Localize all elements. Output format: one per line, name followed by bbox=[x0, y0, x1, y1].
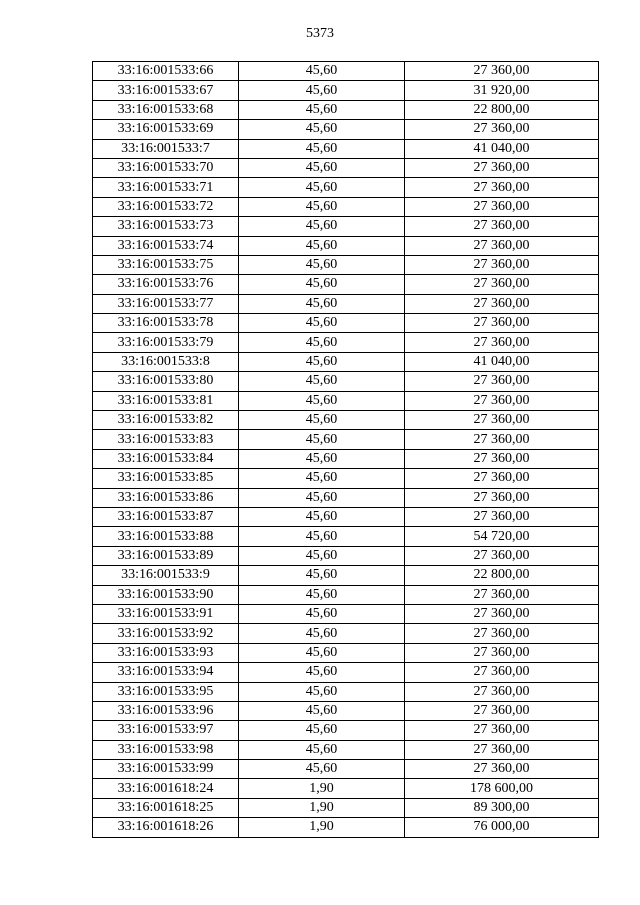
table-body bbox=[93, 62, 599, 838]
value-cell: 27 360,00 bbox=[405, 178, 599, 197]
table-row bbox=[93, 178, 599, 197]
area-cell: 45,60 bbox=[239, 721, 405, 740]
value-cell: 27 360,00 bbox=[405, 217, 599, 236]
cadastral-number-cell: 33:16:001533:71 bbox=[93, 178, 239, 197]
value-cell: 27 360,00 bbox=[405, 585, 599, 604]
table-row bbox=[93, 197, 599, 216]
table-row bbox=[93, 217, 599, 236]
value-cell: 22 800,00 bbox=[405, 100, 599, 119]
table-row bbox=[93, 527, 599, 546]
cadastral-number-cell: 33:16:001533:95 bbox=[93, 682, 239, 701]
area-cell: 45,60 bbox=[239, 158, 405, 177]
value-cell: 27 360,00 bbox=[405, 760, 599, 779]
area-cell: 1,90 bbox=[239, 779, 405, 798]
table-row bbox=[93, 740, 599, 759]
table-row bbox=[93, 120, 599, 139]
value-cell: 27 360,00 bbox=[405, 643, 599, 662]
cadastral-number-cell: 33:16:001533:93 bbox=[93, 643, 239, 662]
value-cell: 27 360,00 bbox=[405, 701, 599, 720]
area-cell: 45,60 bbox=[239, 469, 405, 488]
cadastral-number-cell: 33:16:001533:97 bbox=[93, 721, 239, 740]
area-cell: 45,60 bbox=[239, 255, 405, 274]
cadastral-number-cell: 33:16:001533:83 bbox=[93, 430, 239, 449]
area-cell: 45,60 bbox=[239, 333, 405, 352]
table-row bbox=[93, 430, 599, 449]
cadastral-number-cell: 33:16:001533:86 bbox=[93, 488, 239, 507]
value-cell: 31 920,00 bbox=[405, 81, 599, 100]
area-cell: 45,60 bbox=[239, 62, 405, 81]
table-row bbox=[93, 372, 599, 391]
table-row bbox=[93, 62, 599, 81]
table-row bbox=[93, 624, 599, 643]
area-cell: 45,60 bbox=[239, 449, 405, 468]
cadastral-number-cell: 33:16:001533:94 bbox=[93, 663, 239, 682]
cadastral-number-cell: 33:16:001533:72 bbox=[93, 197, 239, 216]
area-cell: 45,60 bbox=[239, 663, 405, 682]
value-cell: 27 360,00 bbox=[405, 507, 599, 526]
table-row bbox=[93, 255, 599, 274]
cadastral-number-cell: 33:16:001533:87 bbox=[93, 507, 239, 526]
table-row bbox=[93, 81, 599, 100]
cadastral-number-cell: 33:16:001533:92 bbox=[93, 624, 239, 643]
table-row bbox=[93, 643, 599, 662]
area-cell: 45,60 bbox=[239, 740, 405, 759]
area-cell: 45,60 bbox=[239, 120, 405, 139]
value-cell: 27 360,00 bbox=[405, 488, 599, 507]
cadastral-number-cell: 33:16:001533:82 bbox=[93, 411, 239, 430]
table-row bbox=[93, 100, 599, 119]
area-cell: 45,60 bbox=[239, 624, 405, 643]
value-cell: 27 360,00 bbox=[405, 236, 599, 255]
area-cell: 45,60 bbox=[239, 139, 405, 158]
area-cell: 45,60 bbox=[239, 585, 405, 604]
table-row bbox=[93, 275, 599, 294]
cadastral-number-cell: 33:16:001533:89 bbox=[93, 546, 239, 565]
area-cell: 45,60 bbox=[239, 643, 405, 662]
cadastral-number-cell: 33:16:001533:84 bbox=[93, 449, 239, 468]
value-cell: 27 360,00 bbox=[405, 624, 599, 643]
cadastral-number-cell: 33:16:001618:25 bbox=[93, 798, 239, 817]
cadastral-number-cell: 33:16:001533:70 bbox=[93, 158, 239, 177]
cadastral-number-cell: 33:16:001533:76 bbox=[93, 275, 239, 294]
table-row bbox=[93, 701, 599, 720]
value-cell: 27 360,00 bbox=[405, 604, 599, 623]
value-cell: 27 360,00 bbox=[405, 411, 599, 430]
table-row bbox=[93, 449, 599, 468]
value-cell: 27 360,00 bbox=[405, 372, 599, 391]
value-cell: 41 040,00 bbox=[405, 352, 599, 371]
value-cell: 27 360,00 bbox=[405, 294, 599, 313]
table-row bbox=[93, 391, 599, 410]
area-cell: 45,60 bbox=[239, 81, 405, 100]
area-cell: 45,60 bbox=[239, 352, 405, 371]
table-row bbox=[93, 566, 599, 585]
parcel-table bbox=[92, 61, 599, 838]
cadastral-number-cell: 33:16:001533:99 bbox=[93, 760, 239, 779]
table-row bbox=[93, 411, 599, 430]
value-cell: 27 360,00 bbox=[405, 391, 599, 410]
area-cell: 45,60 bbox=[239, 566, 405, 585]
area-cell: 45,60 bbox=[239, 372, 405, 391]
table-row bbox=[93, 760, 599, 779]
table-row bbox=[93, 158, 599, 177]
area-cell: 45,60 bbox=[239, 314, 405, 333]
value-cell: 27 360,00 bbox=[405, 62, 599, 81]
table-row bbox=[93, 604, 599, 623]
value-cell: 27 360,00 bbox=[405, 663, 599, 682]
area-cell: 45,60 bbox=[239, 527, 405, 546]
area-cell: 45,60 bbox=[239, 294, 405, 313]
value-cell: 41 040,00 bbox=[405, 139, 599, 158]
value-cell: 76 000,00 bbox=[405, 818, 599, 837]
value-cell: 89 300,00 bbox=[405, 798, 599, 817]
value-cell: 27 360,00 bbox=[405, 275, 599, 294]
area-cell: 45,60 bbox=[239, 701, 405, 720]
table-row bbox=[93, 682, 599, 701]
cadastral-number-cell: 33:16:001533:85 bbox=[93, 469, 239, 488]
table-row bbox=[93, 469, 599, 488]
cadastral-number-cell: 33:16:001533:66 bbox=[93, 62, 239, 81]
area-cell: 45,60 bbox=[239, 682, 405, 701]
area-cell: 45,60 bbox=[239, 760, 405, 779]
value-cell: 27 360,00 bbox=[405, 158, 599, 177]
cadastral-number-cell: 33:16:001533:67 bbox=[93, 81, 239, 100]
cadastral-number-cell: 33:16:001533:80 bbox=[93, 372, 239, 391]
value-cell: 22 800,00 bbox=[405, 566, 599, 585]
area-cell: 45,60 bbox=[239, 217, 405, 236]
area-cell: 45,60 bbox=[239, 411, 405, 430]
table-row bbox=[93, 352, 599, 371]
value-cell: 27 360,00 bbox=[405, 314, 599, 333]
value-cell: 27 360,00 bbox=[405, 197, 599, 216]
cadastral-number-cell: 33:16:001533:98 bbox=[93, 740, 239, 759]
table-row bbox=[93, 721, 599, 740]
value-cell: 27 360,00 bbox=[405, 120, 599, 139]
area-cell: 1,90 bbox=[239, 798, 405, 817]
area-cell: 45,60 bbox=[239, 488, 405, 507]
table-row bbox=[93, 585, 599, 604]
cadastral-number-cell: 33:16:001533:88 bbox=[93, 527, 239, 546]
cadastral-number-cell: 33:16:001533:8 bbox=[93, 352, 239, 371]
value-cell: 27 360,00 bbox=[405, 430, 599, 449]
cadastral-number-cell: 33:16:001533:91 bbox=[93, 604, 239, 623]
area-cell: 45,60 bbox=[239, 275, 405, 294]
cadastral-number-cell: 33:16:001533:79 bbox=[93, 333, 239, 352]
cadastral-number-cell: 33:16:001533:96 bbox=[93, 701, 239, 720]
cadastral-number-cell: 33:16:001533:75 bbox=[93, 255, 239, 274]
table-row bbox=[93, 139, 599, 158]
value-cell: 54 720,00 bbox=[405, 527, 599, 546]
cadastral-number-cell: 33:16:001618:24 bbox=[93, 779, 239, 798]
table-row bbox=[93, 314, 599, 333]
value-cell: 27 360,00 bbox=[405, 449, 599, 468]
value-cell: 178 600,00 bbox=[405, 779, 599, 798]
area-cell: 45,60 bbox=[239, 178, 405, 197]
cadastral-number-cell: 33:16:001533:69 bbox=[93, 120, 239, 139]
table-row bbox=[93, 294, 599, 313]
cadastral-number-cell: 33:16:001533:73 bbox=[93, 217, 239, 236]
area-cell: 45,60 bbox=[239, 604, 405, 623]
area-cell: 45,60 bbox=[239, 391, 405, 410]
area-cell: 45,60 bbox=[239, 197, 405, 216]
table-row bbox=[93, 333, 599, 352]
table-row bbox=[93, 798, 599, 817]
value-cell: 27 360,00 bbox=[405, 546, 599, 565]
page-number: 5373 bbox=[306, 26, 334, 41]
value-cell: 27 360,00 bbox=[405, 682, 599, 701]
cadastral-number-cell: 33:16:001533:74 bbox=[93, 236, 239, 255]
area-cell: 1,90 bbox=[239, 818, 405, 837]
value-cell: 27 360,00 bbox=[405, 740, 599, 759]
cadastral-number-cell: 33:16:001533:7 bbox=[93, 139, 239, 158]
value-cell: 27 360,00 bbox=[405, 469, 599, 488]
cadastral-number-cell: 33:16:001533:90 bbox=[93, 585, 239, 604]
cadastral-number-cell: 33:16:001533:77 bbox=[93, 294, 239, 313]
area-cell: 45,60 bbox=[239, 546, 405, 565]
table-row bbox=[93, 779, 599, 798]
cadastral-number-cell: 33:16:001533:78 bbox=[93, 314, 239, 333]
area-cell: 45,60 bbox=[239, 507, 405, 526]
cadastral-number-cell: 33:16:001533:9 bbox=[93, 566, 239, 585]
value-cell: 27 360,00 bbox=[405, 721, 599, 740]
table-row bbox=[93, 488, 599, 507]
table-row bbox=[93, 236, 599, 255]
value-cell: 27 360,00 bbox=[405, 255, 599, 274]
cadastral-number-cell: 33:16:001533:81 bbox=[93, 391, 239, 410]
table-row bbox=[93, 507, 599, 526]
cadastral-number-cell: 33:16:001618:26 bbox=[93, 818, 239, 837]
area-cell: 45,60 bbox=[239, 430, 405, 449]
table-row bbox=[93, 818, 599, 837]
value-cell: 27 360,00 bbox=[405, 333, 599, 352]
cadastral-number-cell: 33:16:001533:68 bbox=[93, 100, 239, 119]
table-row bbox=[93, 546, 599, 565]
table-row bbox=[93, 663, 599, 682]
area-cell: 45,60 bbox=[239, 236, 405, 255]
area-cell: 45,60 bbox=[239, 100, 405, 119]
